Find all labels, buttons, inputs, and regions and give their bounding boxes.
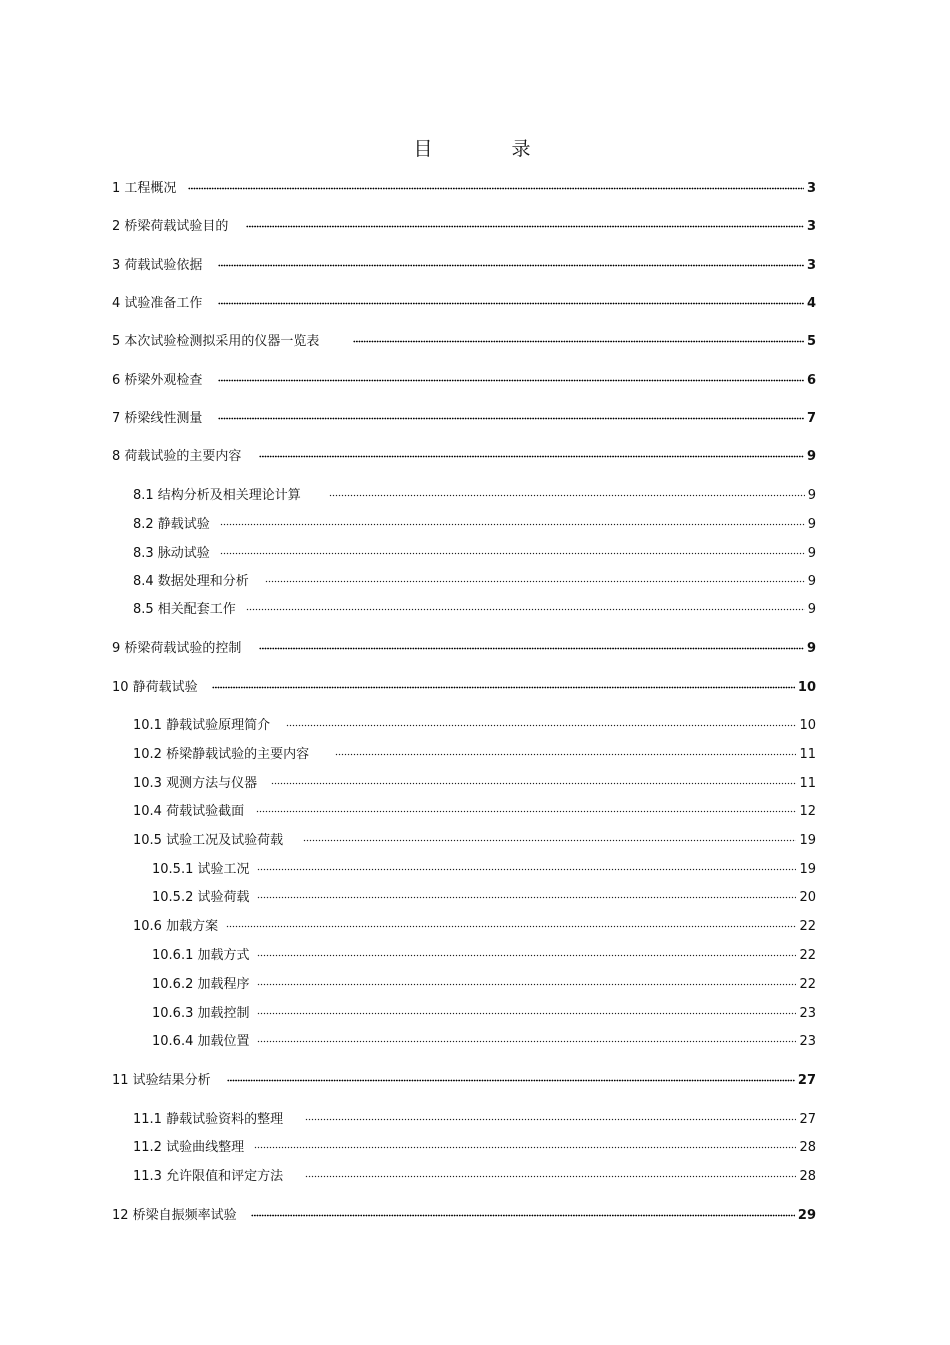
- toc-entry-page-number: 9: [807, 574, 816, 589]
- toc-entry-label: 10.6.4 加载位置: [152, 1034, 250, 1049]
- toc-dot-leader: [218, 294, 804, 307]
- toc-dot-leader: [246, 600, 805, 613]
- toc-entry-label: 10.5.2 试验荷载: [152, 890, 250, 905]
- toc-entry[interactable]: [112, 254, 816, 273]
- toc-entry[interactable]: [112, 445, 816, 464]
- toc-entry-label: 8.4 数据处理和分析: [133, 574, 249, 589]
- toc-dot-leader: [226, 917, 796, 930]
- toc-entry-label: 9 桥梁荷载试验的控制: [112, 641, 242, 656]
- toc-entry-page-number: 22: [799, 919, 816, 934]
- toc-entry-page-number: 10: [799, 718, 816, 733]
- toc-entry-page-number: 9: [807, 602, 816, 617]
- toc-dot-leader: [305, 1110, 796, 1123]
- toc-dot-leader: [218, 256, 804, 269]
- toc-entry-label: 10.3 观测方法与仪器: [133, 776, 258, 791]
- toc-entry-label: 10.5.1 试验工况: [152, 862, 250, 877]
- toc-entry-label: 10.6 加载方案: [133, 919, 219, 934]
- toc-entry-page-number: 6: [806, 373, 816, 388]
- toc-dot-leader: [257, 1032, 796, 1045]
- toc-entry-label: 7 桥梁线性测量: [112, 411, 203, 426]
- toc-dot-leader: [220, 544, 805, 557]
- toc-entry-page-number: 9: [807, 517, 816, 532]
- toc-entry[interactable]: [133, 484, 816, 503]
- toc-entry-page-number: 9: [806, 449, 816, 464]
- toc-dot-leader: [286, 716, 796, 729]
- toc-entry[interactable]: [112, 369, 816, 388]
- toc-dot-leader: [265, 572, 805, 585]
- toc-entry[interactable]: [152, 944, 816, 963]
- toc-entry-label: 10.4 荷载试验截面: [133, 804, 245, 819]
- toc-entry-page-number: 28: [799, 1140, 816, 1155]
- toc-entry-page-number: 10: [797, 680, 816, 695]
- toc-entry-page-number: 27: [799, 1112, 816, 1127]
- toc-entry-label: 8 荷载试验的主要内容: [112, 449, 242, 464]
- toc-dot-leader: [271, 774, 796, 787]
- toc-dot-leader: [257, 975, 796, 988]
- toc-entry-page-number: 22: [799, 948, 816, 963]
- toc-entry[interactable]: [112, 292, 816, 311]
- toc-title: 目 录: [413, 138, 561, 160]
- toc-entry-label: 11.3 允许限值和评定方法: [133, 1169, 284, 1184]
- toc-entry[interactable]: [133, 570, 816, 589]
- toc-entry-label: 8.5 相关配套工作: [133, 602, 236, 617]
- toc-dot-leader: [259, 639, 804, 652]
- toc-entry[interactable]: [152, 973, 816, 992]
- toc-dot-leader: [329, 486, 805, 499]
- toc-entry[interactable]: [152, 1002, 816, 1021]
- toc-entry[interactable]: [133, 1165, 816, 1184]
- toc-dot-leader: [335, 745, 796, 758]
- toc-entry[interactable]: [133, 714, 816, 733]
- toc-entry-page-number: 11: [799, 776, 816, 791]
- toc-entry-label: 8.2 静载试验: [133, 517, 210, 532]
- toc-entry-label: 2 桥梁荷载试验目的: [112, 219, 229, 234]
- toc-entry[interactable]: [152, 886, 816, 905]
- toc-entry[interactable]: [133, 598, 816, 617]
- toc-dot-leader: [257, 860, 796, 873]
- toc-entry[interactable]: [112, 177, 816, 196]
- toc-entry-page-number: 23: [799, 1034, 816, 1049]
- toc-dot-leader: [257, 1004, 796, 1017]
- toc-entry-page-number: 28: [799, 1169, 816, 1184]
- toc-entry-label: 1 工程概况: [112, 181, 177, 196]
- toc-entry-label: 8.1 结构分析及相关理论计算: [133, 488, 301, 503]
- toc-entry-page-number: 27: [797, 1073, 816, 1088]
- toc-entry-page-number: 7: [806, 411, 816, 426]
- toc-dot-leader: [218, 409, 804, 422]
- toc-entry-label: 8.3 脉动试验: [133, 546, 210, 561]
- toc-entry[interactable]: [152, 1030, 816, 1049]
- toc-entry-page-number: 3: [806, 219, 816, 234]
- toc-entry[interactable]: [112, 1204, 816, 1223]
- toc-entry-page-number: 29: [797, 1208, 816, 1223]
- toc-entry[interactable]: [112, 676, 816, 695]
- toc-dot-leader: [246, 217, 804, 230]
- toc-entry[interactable]: [133, 1108, 816, 1127]
- toc-entry-page-number: 4: [806, 296, 816, 311]
- toc-dot-leader: [218, 371, 804, 384]
- toc-dot-leader: [257, 888, 796, 901]
- toc-entry[interactable]: [133, 513, 816, 532]
- toc-entry-page-number: 23: [799, 1006, 816, 1021]
- toc-entry-label: 10.2 桥梁静载试验的主要内容: [133, 747, 310, 762]
- toc-dot-leader: [220, 515, 805, 528]
- toc-entry[interactable]: [112, 1069, 816, 1088]
- toc-entry-label: 12 桥梁自振频率试验: [112, 1208, 237, 1223]
- toc-entry-label: 10.1 静载试验原理简介: [133, 718, 271, 733]
- toc-entry-page-number: 3: [806, 181, 816, 196]
- toc-entry-page-number: 22: [799, 977, 816, 992]
- toc-entry-page-number: 9: [806, 641, 816, 656]
- toc-entry-label: 11.2 试验曲线整理: [133, 1140, 245, 1155]
- toc-dot-leader: [305, 1167, 796, 1180]
- toc-entry-label: 4 试验准备工作: [112, 296, 203, 311]
- toc-entry-page-number: 20: [799, 890, 816, 905]
- toc-dot-leader: [257, 946, 796, 959]
- toc-entry-page-number: 9: [807, 488, 816, 503]
- toc-entry-page-number: 11: [799, 747, 816, 762]
- toc-entry-page-number: 3: [806, 258, 816, 273]
- toc-entry[interactable]: [133, 915, 816, 934]
- toc-dot-leader: [353, 332, 804, 345]
- toc-dot-leader: [251, 1206, 795, 1219]
- toc-entry-page-number: 12: [799, 804, 816, 819]
- toc-dot-leader: [303, 831, 796, 844]
- toc-dot-leader: [212, 678, 795, 691]
- toc-entry-label: 3 荷载试验依据: [112, 258, 203, 273]
- toc-entry[interactable]: [133, 542, 816, 561]
- toc-entry[interactable]: [112, 407, 816, 426]
- toc-entry[interactable]: [133, 743, 816, 762]
- toc-entry[interactable]: [133, 1136, 816, 1155]
- toc-entry[interactable]: [112, 330, 816, 349]
- toc-entry-label: 10.6.1 加载方式: [152, 948, 250, 963]
- toc-entry-label: 11.1 静载试验资料的整理: [133, 1112, 284, 1127]
- toc-entry[interactable]: [133, 800, 816, 819]
- toc-dot-leader: [256, 802, 796, 815]
- toc-entry[interactable]: [133, 829, 816, 848]
- toc-entry-label: 10.6.2 加载程序: [152, 977, 250, 992]
- toc-dot-leader: [259, 447, 804, 460]
- toc-entry-page-number: 19: [799, 833, 816, 848]
- toc-dot-leader: [254, 1138, 796, 1151]
- toc-entry-label: 5 本次试验检测拟采用的仪器一览表: [112, 334, 320, 349]
- toc-dot-leader: [227, 1071, 795, 1084]
- toc-entry[interactable]: [152, 858, 816, 877]
- toc-entry-label: 10 静荷载试验: [112, 680, 198, 695]
- toc-entry[interactable]: [112, 215, 816, 234]
- toc-entry-label: 6 桥梁外观检查: [112, 373, 203, 388]
- toc-entry[interactable]: [112, 637, 816, 656]
- toc-entry-label: 11 试验结果分析: [112, 1073, 211, 1088]
- toc-dot-leader: [188, 179, 804, 192]
- toc-entry-label: 10.6.3 加载控制: [152, 1006, 250, 1021]
- toc-entry-page-number: 5: [806, 334, 816, 349]
- toc-entry-page-number: 9: [807, 546, 816, 561]
- toc-entry-label: 10.5 试验工况及试验荷载: [133, 833, 284, 848]
- toc-entry[interactable]: [133, 772, 816, 791]
- toc-entry-page-number: 19: [799, 862, 816, 877]
